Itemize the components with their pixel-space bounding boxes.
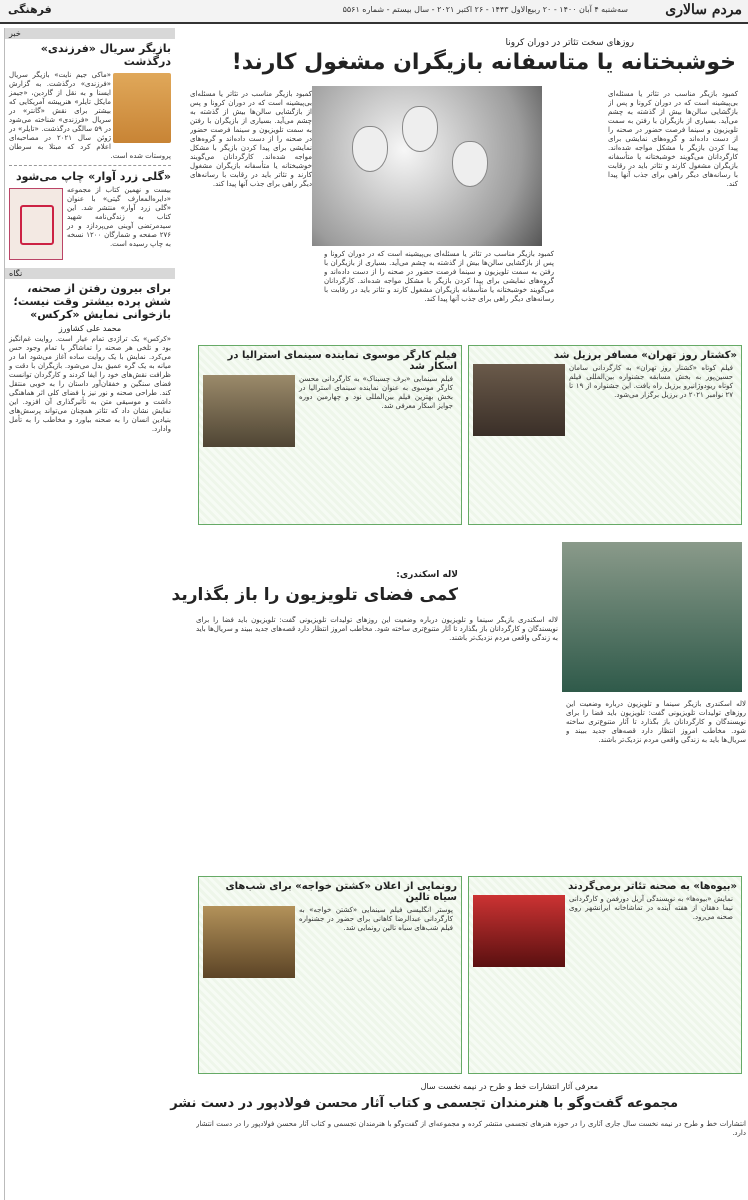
news-box-brazil [468, 345, 742, 525]
lead-headline[interactable]: خوشبختانه یا متاسفانه بازیگران مشغول کارند! [231, 50, 736, 75]
news-box-poster [198, 876, 462, 1074]
second-article-text: لاله اسکندری بازیگر سینما و تلویزیون درباره وضعیت این روزهای تولیدات تلویزیونی گفت: تلویزیون باید فضا را برای نویسندگان و کارگردانان باز بگذارد تا آثار متنوع‌تری ساخته شود. مخاطب امروز انتظار دارد قصه‌های جدید ببیند و سریال‌ها باید به زندگی واقعی مردم نزدیک‌تر باشند. [196, 616, 558, 642]
mask-icon [452, 141, 488, 187]
news-box-oscar [198, 345, 462, 525]
theatre-poster-photo [473, 895, 565, 967]
box-title-brazil[interactable]: «کشتار روز تهران» مسافر برزیل شد [553, 350, 737, 361]
box-title-oscar[interactable]: فیلم کارگر موسوی نماینده سینمای استرالیا در اسکار شد [227, 350, 457, 372]
film-poster-image [203, 906, 295, 978]
mask-icon [352, 126, 388, 172]
actress-photo [562, 542, 742, 692]
main-area [180, 28, 744, 79]
news-text-2: بیست و نهمین کتاب از مجموعه «دایره‌المعارف گیتی» با عنوان «گلی زرد آوار» منتشر شد. این کتاب به زندگی‌نامه شهید سیدمرتضی آوینی می‌پردازد و در ۲۷۶ صفحه و شمارگان ۱۲۰۰ نسخه به چاپ رسیده است. [67, 186, 171, 248]
lead-kicker: روزهای سخت تئاتر در دوران کرونا [505, 38, 634, 48]
newspaper-brand: مردم سالاری [665, 2, 742, 18]
news-title-1[interactable]: بازیگر سریال «فرزندی» درگذشت [40, 42, 171, 68]
second-kicker: لاله اسکندری: [396, 570, 458, 580]
footer-article-text: انتشارات خط و طرح در نیمه نخست سال جاری آثاری را در حوزه هنرهای تجسمی منتشر کرده و مجموعه‌ای از گفت‌وگو با هنرمندان تجسمی و کتاب آثار محسن فولادپور را در دست انتشار دارد. [196, 1120, 746, 1137]
film-still-photo [203, 375, 295, 447]
section-tag: فرهنگی [8, 3, 52, 16]
left-column [4, 28, 175, 1200]
news-box-widows [468, 876, 742, 1074]
man-portrait-photo [473, 364, 565, 436]
box-title-poster[interactable]: رونمایی از اعلان «کشتن خواجه» برای شب‌های سیاه تالین [225, 881, 457, 903]
news-text-1: «ماکی جیم نایت» بازیگر سریال «فرزندی» درگذشت. به گزارش ایسنا و به نقل از گاردین، «جیمز مایکل تایلر» هنرپیشه آمریکایی که بیشتر برای نقش «گانتر» در سریال «فرزندی» شناخته می‌شود در ۵۹ سالگی درگذشت. «تایلر» در ژوئن سال ۲۰۲۱ در مصاحبه‌ای اعلام کرد که مبتلا به سرطان پروستات شده است. [9, 71, 171, 160]
review-title[interactable]: برای بیرون رفتن از صحنه، شش پرده بیشتر وقت نیست؛ بازخوانی نمایش «کرکس» [13, 282, 171, 321]
second-headline[interactable]: کمی فضای تلویزیون را باز بگذارید [171, 585, 458, 605]
box-text-poster: پوستر انگلیسی فیلم سینمایی «کشتن خواجه» به کارگردانی عبدالرضا کاهانی برای حضور در جشنواره فیلم شب‌های سیاه تالین رونمایی شد. [299, 906, 453, 932]
box-text-brazil: فیلم کوتاه «کشتار روز تهران» به کارگردانی سامان حسین‌پور به بخش مسابقه جشنواره بین‌المللی فیلم کوتاه ریودوژانیرو برزیل راه یافت. این جشنواره از ۱۹ تا ۲۷ نوامبر ۲۰۲۱ در برزیل برگزار می‌شود. [569, 364, 733, 399]
review-text: «کرکس» یک تراژدی تمام عیار است. روایت غم‌انگیز بود و تلخی هر صحنه را تماشاگر با تمام وجود حس می‌کرد. نمایش با یک روایت ساده آغاز می‌شود اما در میانه به یک گره عمیق بدل می‌شود. بازیگران با دقت و ظرافت نقش‌های خود را ایفا کردند و کارگردان توانست فضای سنگین و خفقان‌آور داستان را به خوبی منتقل کند. طراحی صحنه و نور نیز با فضای کلی اثر هماهنگی داشت و موسیقی متن به تأثیرگذاری آن افزود. این نمایش نشان داد که تئاتر همچنان می‌تواند پرسش‌های بنیادین انسان را به صحنه بیاورد و مخاطب را به تأمل وادارد. [9, 335, 171, 433]
masthead [0, 0, 748, 24]
column-label-view: نگاه [5, 268, 175, 279]
lead-article-text: کمبود بازیگر مناسب در تئاتر یا مسئله‌ای بی‌پیشینه است که در دوران کرونا و پس از بازگشایی سالن‌ها بیش از گذشته به چشم می‌آید. بسیاری از بازیگران با رفتن به سمت تلویزیون و سینما فرصت حضور در صحنه را از دست داده‌اند و گروه‌های نمایشی برای پیدا کردن بازیگر با مشکل مواجه شده‌اند. کارگردانان می‌گویند خوشبختانه یا متأسفانه بازیگران مشغول کارند و تئاتر باید در رقابت با رسانه‌های دیگر راهی برای جذب آنها پیدا کند. [608, 90, 738, 188]
divider [9, 165, 171, 166]
actor-photo [113, 73, 171, 143]
second-article-text-2: لاله اسکندری بازیگر سینما و تلویزیون درباره وضعیت این روزهای تولیدات تلویزیونی گفت: تلویزیون باید فضا را برای نویسندگان و کارگردانان باز بگذارد تا آثار متنوع‌تری ساخته شود. مخاطب امروز انتظار دارد قصه‌های جدید ببیند و سریال‌ها باید به زندگی واقعی مردم نزدیک‌تر باشند. [566, 700, 746, 744]
news-title-2[interactable]: «گلی زرد آوار» چاپ می‌شود [16, 170, 171, 183]
theatre-masks-photo [312, 86, 542, 246]
issue-line: سه‌شنبه ۴ آبان ۱۴۰۰ - ۲۰ ربیع‌الاول ۱۴۴۳ - ۲۶ اکتبر ۲۰۲۱ - سال بیستم - شماره ۵۵۶۱ [342, 5, 628, 14]
box-title-widows[interactable]: «بیوه‌ها» به صحنه تئاتر برمی‌گردند [568, 881, 737, 892]
footer-kicker: معرفی آثار انتشارات خط و طرح در نیمه نخست سال [420, 1082, 598, 1091]
footer-headline[interactable]: مجموعه گفت‌وگو با هنرمندان تجسمی و کتاب آثار محسن فولادپور در دست نشر [170, 1096, 678, 1111]
review-author: محمد علی کشاورز [58, 324, 122, 333]
lead-article-text-3: کمبود بازیگر مناسب در تئاتر یا مسئله‌ای بی‌پیشینه است که در دوران کرونا و پس از بازگشایی سالن‌ها بیش از گذشته به چشم می‌آید. بسیاری از بازیگران با رفتن به سمت تلویزیون و سینما فرصت حضور در صحنه را از دست داده‌اند و گروه‌های نمایشی برای پیدا کردن بازیگر با مشکل مواجه شده‌اند. کارگردانان می‌گویند خوشبختانه یا متأسفانه بازیگران مشغول کارند و تئاتر باید در رقابت با رسانه‌های دیگر راهی برای جذب آنها پیدا کند. [324, 250, 554, 303]
lead-article-text-2: کمبود بازیگر مناسب در تئاتر یا مسئله‌ای بی‌پیشینه است که در دوران کرونا و پس از بازگشایی سالن‌ها بیش از گذشته به چشم می‌آید. بسیاری از بازیگران با رفتن به سمت تلویزیون و سینما فرصت حضور در صحنه را از دست داده‌اند و گروه‌های نمایشی برای پیدا کردن بازیگر با مشکل مواجه شده‌اند. کارگردانان می‌گویند خوشبختانه یا متأسفانه بازیگران مشغول کارند و تئاتر باید در رقابت با رسانه‌های دیگر راهی برای جذب آنها پیدا کند. [190, 90, 312, 188]
book-cover-image [9, 188, 63, 260]
box-text-widows: نمایش «بیوه‌ها» به نویسندگی آریل دورفمن و کارگردانی نیما دهقان از هفته آینده در تماشاخانه ایرانشهر روی صحنه می‌رود. [569, 895, 733, 921]
mask-icon [402, 106, 438, 152]
box-text-oscar: فیلم سینمایی «برف چسبناک» به کارگردانی محسن کارگر موسوی به عنوان نماینده سینمای استرالیا در بخش بهترین فیلم بین‌المللی نود و چهارمین دوره جوایز اسکار معرفی شد. [299, 375, 453, 410]
column-label-news: خبر [5, 28, 175, 39]
